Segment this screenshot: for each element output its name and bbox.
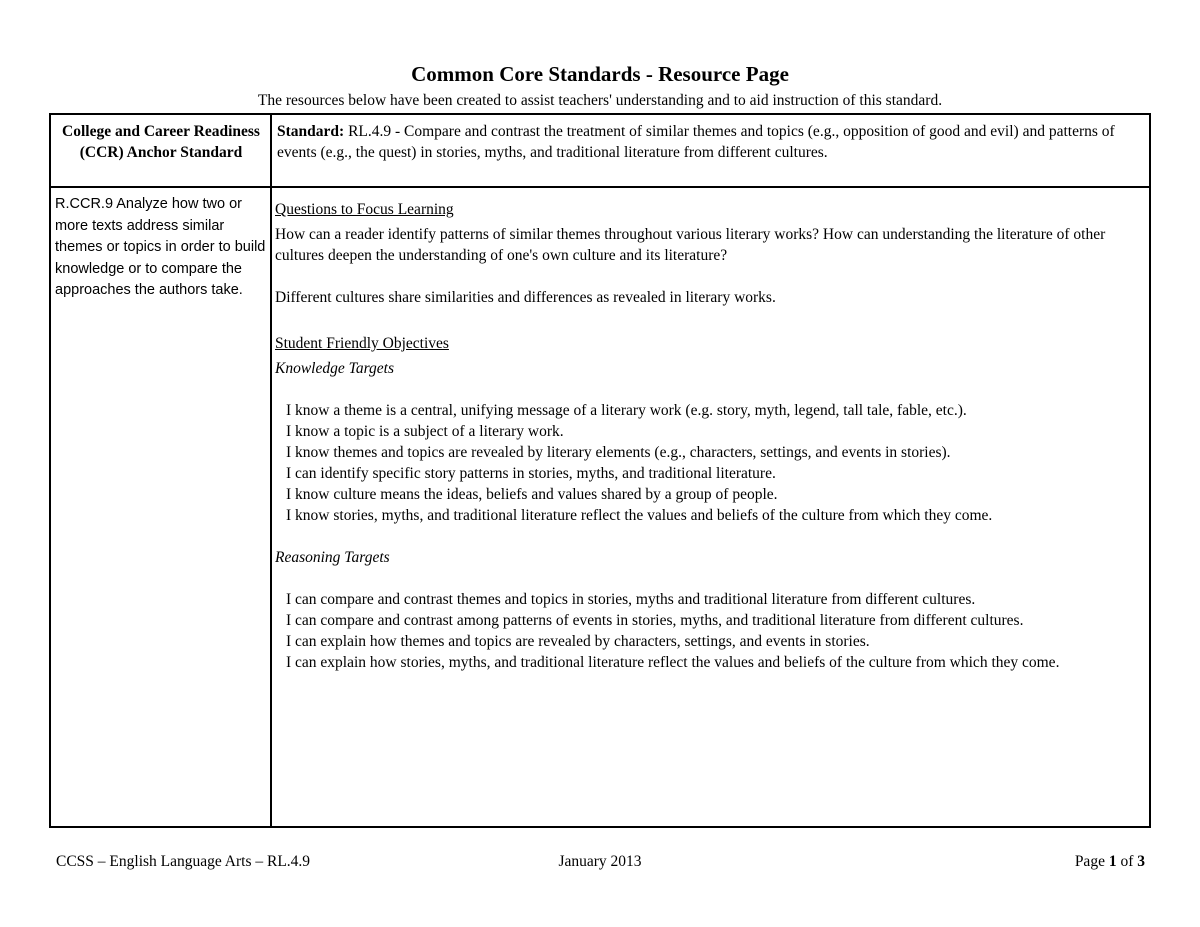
list-item: I can compare and contrast among patterns of events in stories, myths, and traditional literature from different cultures. (286, 612, 1024, 629)
list-item: I know stories, myths, and traditional literature reflect the values and beliefs of the culture from which they come. (286, 507, 993, 524)
reasoning-heading: Reasoning Targets (275, 549, 390, 566)
questions-heading: Questions to Focus Learning (275, 201, 454, 218)
objectives-heading: Student Friendly Objectives (275, 335, 449, 352)
page-current: 1 (1108, 853, 1117, 870)
standard-header (277, 121, 1147, 163)
list-item: I can explain how themes and topics are revealed by characters, settings, and events in stories. (286, 633, 870, 650)
column-divider (270, 115, 272, 826)
standard-label: Standard: (277, 123, 345, 140)
knowledge-heading: Knowledge Targets (275, 360, 394, 377)
list-item: I know themes and topics are revealed by literary elements (e.g., characters, settings, and events in stories). (286, 444, 951, 461)
footer-course: CCSS – English Language Arts – RL.4.9 (56, 853, 311, 870)
page-of: of (1116, 853, 1138, 870)
list-item: I can explain how stories, myths, and traditional literature reflect the values and beliefs of the culture from which they come. (286, 654, 1060, 671)
shared-text: Different cultures share similarities and differences as revealed in literary works. (275, 289, 776, 306)
list-item: I know culture means the ideas, beliefs and values shared by a group of people. (286, 486, 778, 503)
list-item: I can compare and contrast themes and topics in stories, myths and traditional literature from different cultures. (286, 591, 976, 608)
list-item: I know a theme is a central, unifying message of a literary work (e.g. story, myth, legend, tall tale, fable, etc.). (286, 402, 967, 419)
resource-content (275, 199, 1147, 673)
questions-text: How can a reader identify patterns of similar themes throughout various literary works? How can understanding the literature of other cultures deepen the understanding of one's own culture and its literature? (275, 226, 1106, 264)
anchor-standard-text: R.CCR.9 Analyze how two or more texts address similar themes or topics in order to build knowledge or to compare the approaches the authors take. (55, 196, 266, 298)
ccr-header: College and Career Readiness (CCR) Anchor Standard (62, 123, 260, 161)
standard-text: RL.4.9 - Compare and contrast the treatment of similar themes and topics (e.g., opposition of good and evil) and patterns of events (e.g., the quest) in stories, myths, and traditional literature from different cultures. (277, 123, 1115, 161)
page-total: 3 (1137, 853, 1145, 870)
reasoning-list (275, 589, 1147, 673)
page-subtitle: The resources below have been created to assist teachers' understanding and to aid instruction of this standard. (257, 92, 943, 109)
footer-date: January 2013 (558, 853, 642, 870)
footer-page-number (1075, 853, 1145, 871)
page-title: Common Core Standards - Resource Page (411, 62, 789, 86)
row-divider (51, 186, 1149, 188)
list-item: I can identify specific story patterns in stories, myths, and traditional literature. (286, 465, 776, 482)
list-item: I know a topic is a subject of a literary work. (286, 423, 564, 440)
knowledge-list (275, 400, 1147, 526)
standards-table (49, 113, 1151, 828)
page-prefix: Page (1074, 853, 1109, 870)
